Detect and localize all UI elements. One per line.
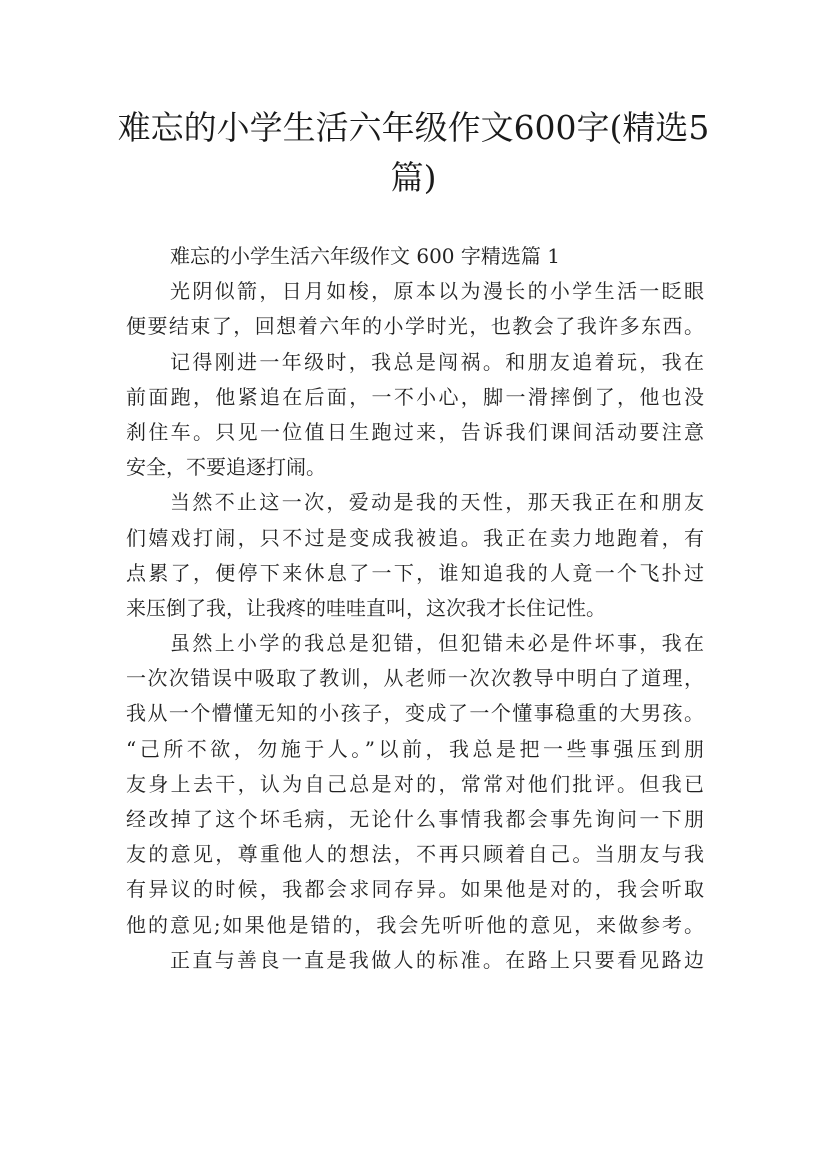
text-line: “己所不欲，勿施于人。”以前，我总是把一些事强压到朋 [126,736,704,761]
text-line: 来压倒了我，让我疼的哇哇直叫，这次我才长住记性。 [126,595,606,620]
text-line: 点累了，便停下来休息了一下，谁知追我的人竟一个飞扑过 [126,560,704,585]
text-line: 便要结束了，回想着六年的小学时光，也教会了我许多东西。 [126,314,704,339]
text-line: 前面跑，他紧追在后面，一不小心，脚一滑摔倒了，他也没 [126,384,704,409]
text-line: 记得刚进一年级时，我总是闯祸。和朋友追着玩，我在 [170,349,704,374]
text-line: 当然不止这一次，爱动是我的天性，那天我正在和朋友 [170,490,704,515]
text-line: 友的意见，尊重他人的想法，不再只顾着自己。当朋友与我 [126,842,704,867]
text-line: 虽然上小学的我总是犯错，但犯错未必是件坏事，我在 [170,631,704,656]
text-line: 们嬉戏打闹，只不过是变成我被追。我正在卖力地跑着，有 [126,525,704,550]
document-title: 难忘的小学生活六年级作文600字(精选5篇) [117,108,710,197]
text-line: 安全，不要追逐打闹。 [126,455,326,480]
text-line: 经改掉了这个坏毛病，无论什么事情我都会事先询问一下朋 [126,807,704,831]
text-line: 难忘的小学生活六年级作文 600 字精选篇 1 [170,244,560,268]
text-line: 正直与善良一直是我做人的标准。在路上只要看见路边 [170,947,704,972]
text-line: 友身上去干，认为自己总是对的，常常对他们批评。但我已 [126,771,704,796]
text-line: 我从一个懵懂无知的小孩子，变成了一个懂事稳重的大男孩。 [126,701,704,726]
document-body [126,239,704,978]
text-line: 光阴似箭，日月如梭，原本以为漫长的小学生活一眨眼 [170,279,704,304]
text-line: 有异议的时候，我都会求同存异。如果他是对的，我会听取 [126,877,704,902]
text-line: 刹住车。只见一位值日生跑过来，告诉我们课间活动要注意 [126,419,704,444]
text-line: 他的意见;如果他是错的，我会先听听他的意见，来做参考。 [126,912,704,937]
text-line: 一次次错误中吸取了教训，从老师一次次教导中明白了道理， [126,666,704,691]
